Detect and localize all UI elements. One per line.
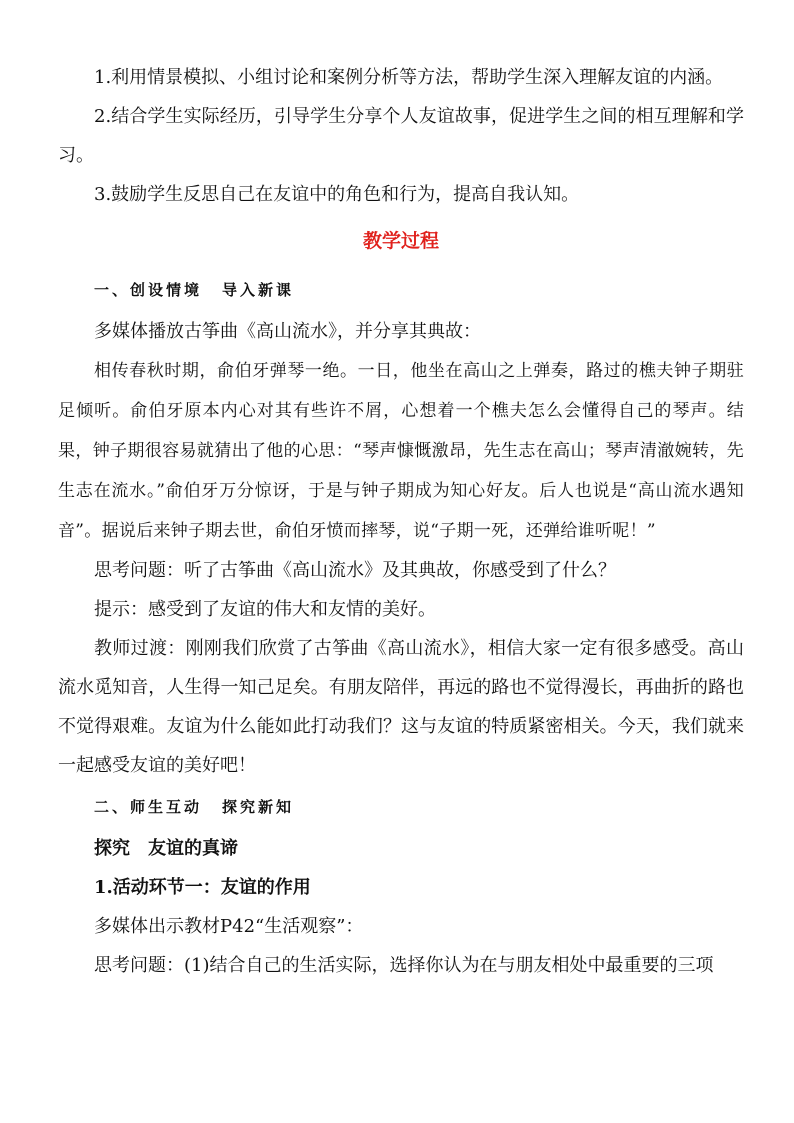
story-paragraph: 相传春秋时期，俞伯牙弹琴一绝。一日，他坐在高山之上弹奏，路过的樵夫钟子期驻足倾听。俞伯牙原本内心对其有些许不屑，心想着一个樵夫怎么会懂得自己的琴声。结果，钟子期很容易就猜出了他的心思：“琴声慷慨激昂，先生志在高山；琴声清澈婉转，先生志在流水。”俞伯牙万分惊讶，于是与钟子期成为知心好友。后人也说是“高山流水遇知音”。据说后来钟子期去世，俞伯牙愤而摔琴，说“子期一死，还弹给谁听呢！” [58,361,744,541]
section-1-number: 一、创设情境 [94,281,203,299]
media-paragraph: 多媒体出示教材P42“生活观察”： [94,916,364,937]
teacher-transition: 教师过渡：刚刚我们欣赏了古筝曲《高山流水》，相信大家一定有很多感受。高山流水觅知音，人生得一知己足矣。有朋友陪伴，再远的路也不觉得漫长，再曲折的路也不觉得艰难。友谊为什么能如此打动我们？这与友谊的特质紧密相关。今天，我们就来一起感受友谊的美好吧！ [58,638,744,776]
section-1-heading [58,270,744,310]
process-title: 教学过程 [362,230,439,252]
section-1-name: 导入新课 [222,281,295,299]
objective-3: 3.鼓励学生反思自己在友谊中的角色和行为，提高自我认知。 [94,184,580,205]
explore-label: 探究 [94,838,130,859]
section-2-number: 二、师生互动 [94,798,203,816]
section-2-name: 探究新知 [222,798,295,816]
question-2: 思考问题：(1)结合自己的生活实际，选择你认为在与朋友相处中最重要的三项 [94,955,714,976]
explore-name: 友谊的真谛 [148,838,238,859]
document-page [58,58,744,985]
objective-2: 2.结合学生实际经历，引导学生分享个人友谊故事，促进学生之间的相互理解和学习。 [58,106,744,166]
question-1: 思考问题：听了古筝曲《高山流水》及其典故，你感受到了什么？ [94,560,616,581]
section-2-heading [58,787,744,827]
activity-1-heading: 1.活动环节一：友谊的作用 [94,877,311,898]
hint-1: 提示：感受到了友谊的伟大和友情的美好。 [94,599,436,620]
explore-heading [58,829,744,868]
objective-1: 1.利用情景模拟、小组讨论和案例分析等方法，帮助学生深入理解友谊的内涵。 [94,67,724,88]
intro-paragraph: 多媒体播放古筝曲《高山流水》，并分享其典故： [94,321,481,342]
